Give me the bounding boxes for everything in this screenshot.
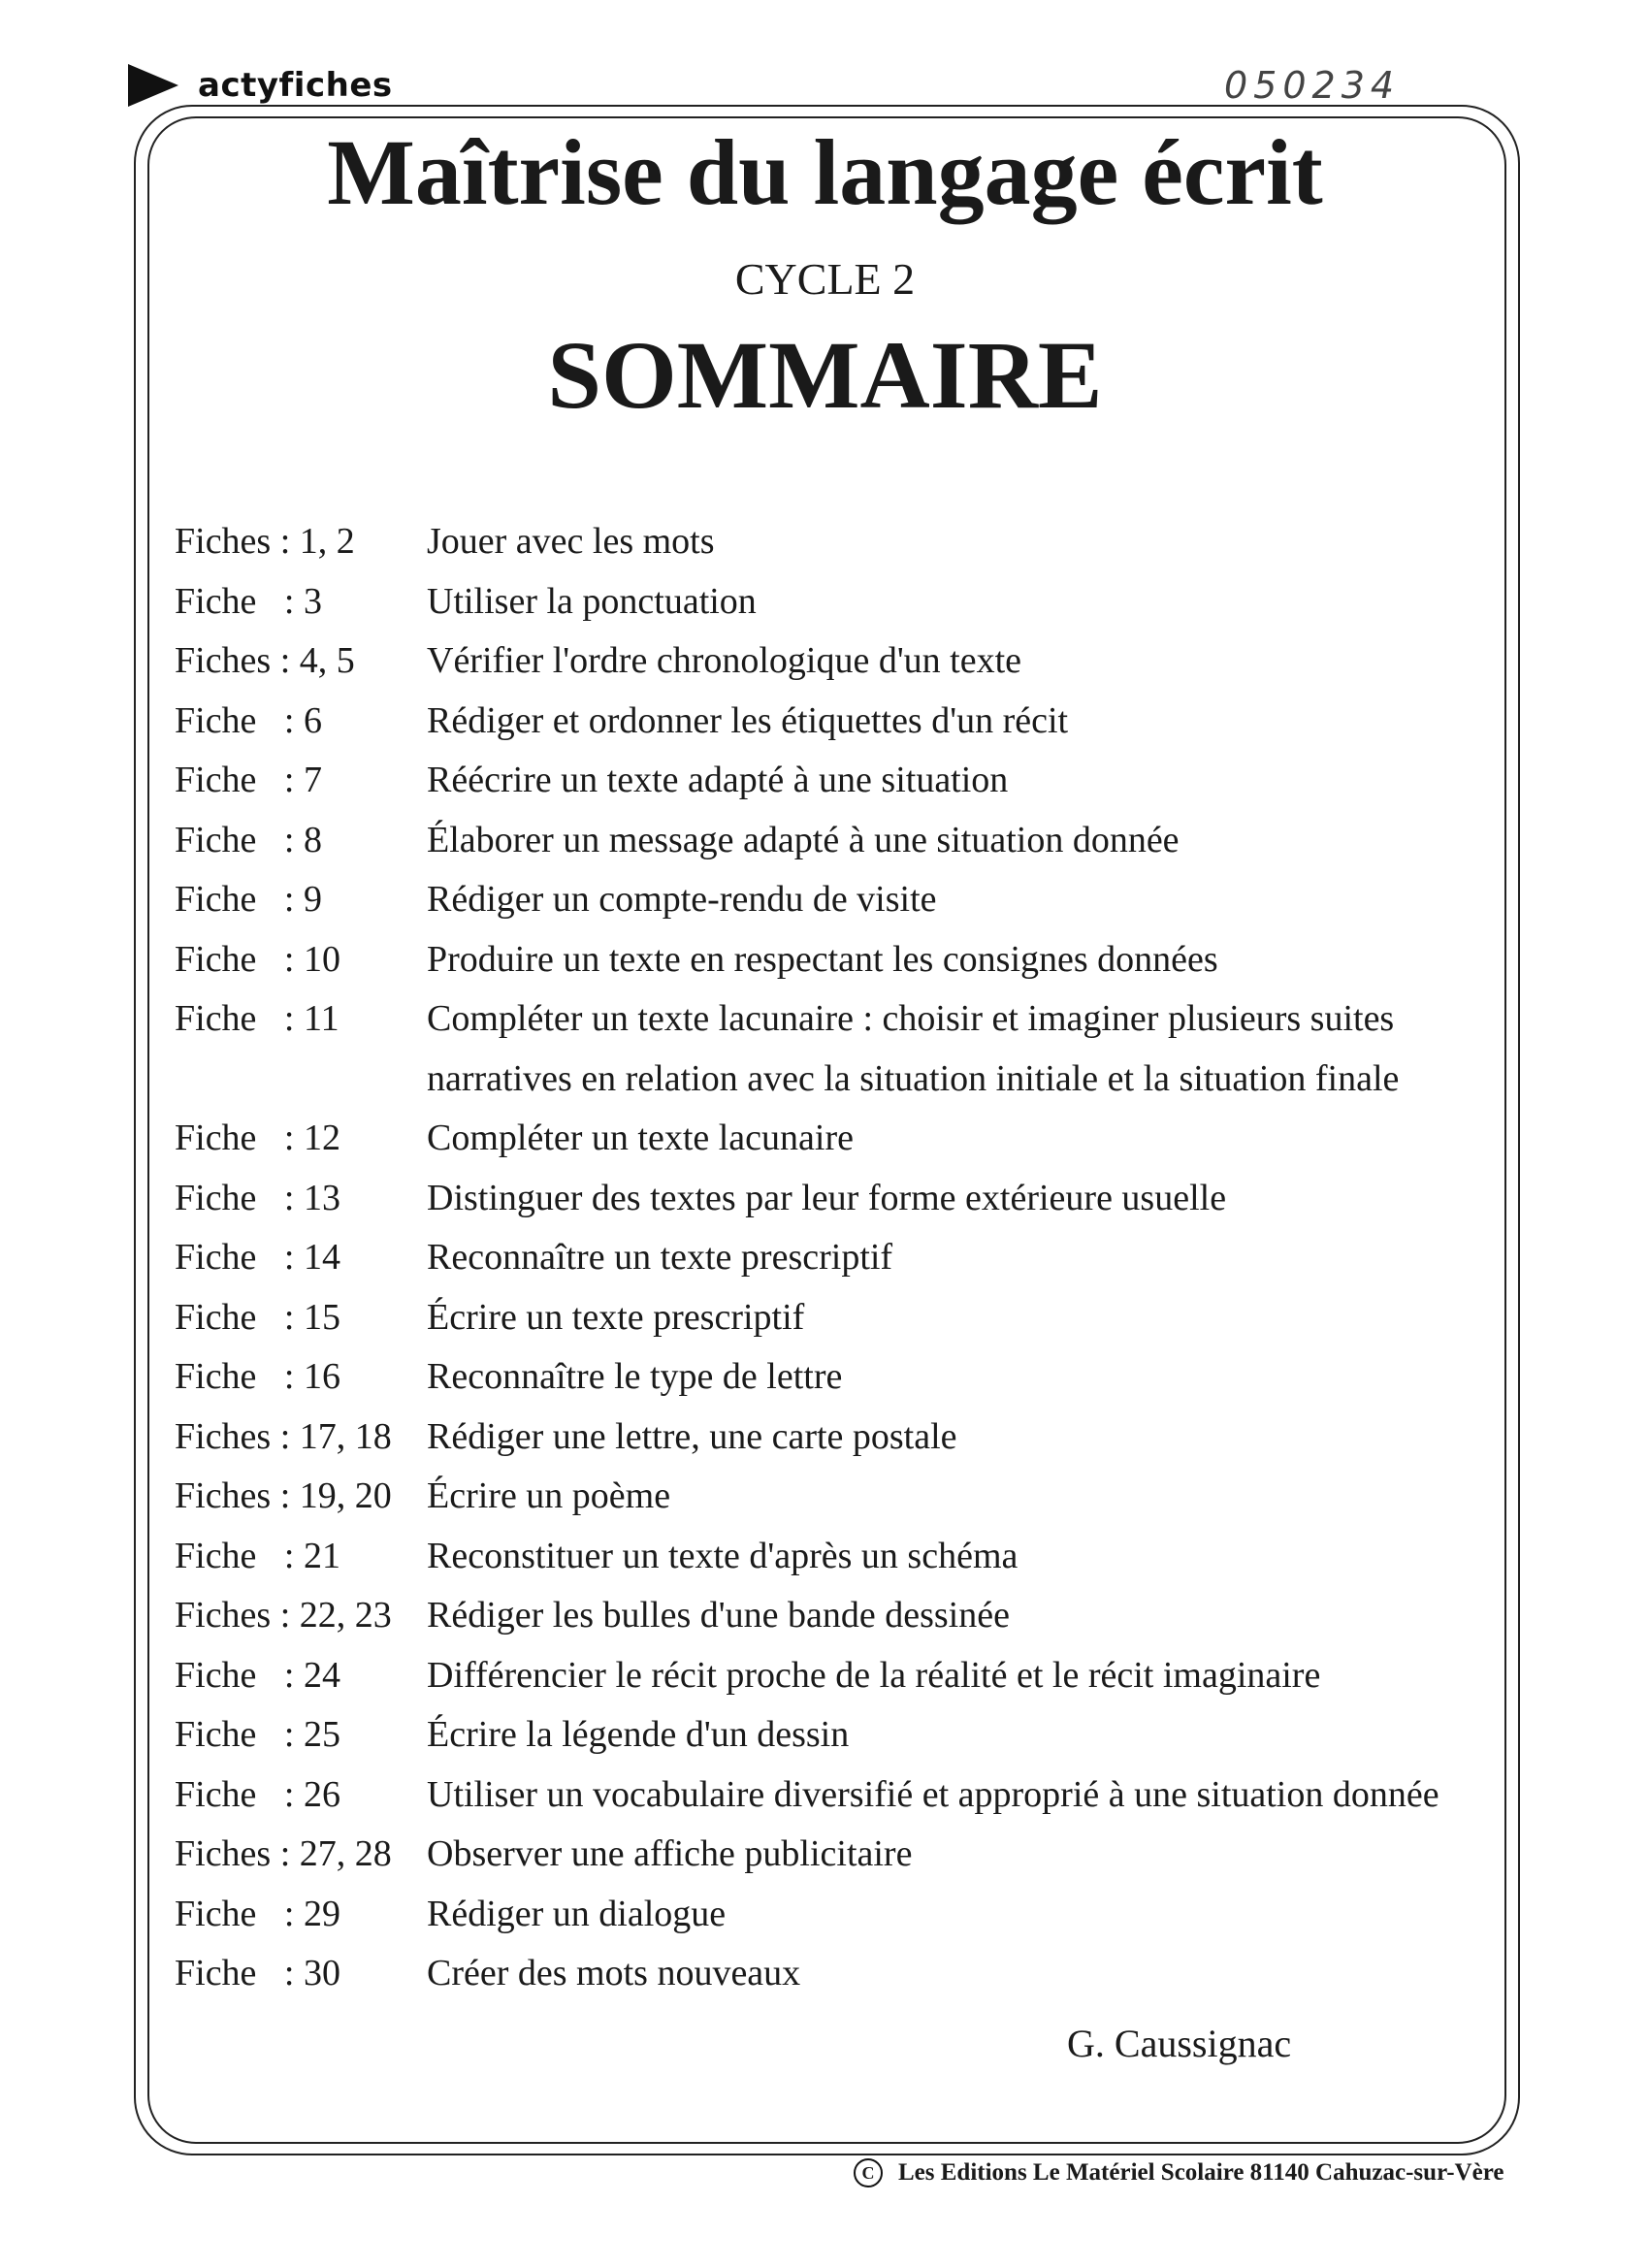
toc-description: Reconnaître un texte prescriptif bbox=[427, 1237, 893, 1278]
toc-fiche-ref: Fiche : 21 bbox=[175, 1535, 340, 1576]
toc-description: Reconnaître le type de lettre bbox=[427, 1356, 843, 1397]
toc-fiche-ref: Fiche : 14 bbox=[175, 1237, 340, 1278]
toc-fiche-ref: Fiche : 16 bbox=[175, 1356, 340, 1397]
brand-header bbox=[128, 62, 393, 109]
toc-row bbox=[175, 1705, 1513, 1766]
author-name: G. Caussignac bbox=[1067, 2022, 1292, 2065]
toc-description: Observer une affiche publicitaire bbox=[427, 1833, 913, 1874]
toc-description: Compléter un texte lacunaire bbox=[427, 1118, 854, 1158]
toc-description: Écrire la légende d'un dessin bbox=[427, 1714, 850, 1755]
toc-description: Écrire un poème bbox=[427, 1475, 671, 1516]
toc-description: Différencier le récit proche de la réalité et le récit imaginaire bbox=[427, 1654, 1321, 1696]
toc-description: Utiliser la ponctuation bbox=[427, 580, 757, 622]
toc-fiche-ref: Fiche : 24 bbox=[175, 1654, 340, 1696]
toc-fiche-ref: Fiche : 6 bbox=[175, 699, 322, 741]
toc-row bbox=[175, 1586, 1513, 1646]
toc-row bbox=[175, 989, 1513, 1050]
toc-row bbox=[175, 811, 1513, 871]
toc-fiche-ref: Fiche : 10 bbox=[175, 938, 340, 980]
toc-fiche-ref: Fiche : 30 bbox=[175, 1953, 340, 1993]
toc-fiche-ref: Fiche : 26 bbox=[175, 1773, 340, 1815]
toc-row bbox=[175, 1646, 1513, 1706]
toc-fiche-ref: Fiche : 7 bbox=[175, 760, 322, 800]
toc-row bbox=[175, 870, 1513, 930]
toc-fiche-ref: Fiche : 29 bbox=[175, 1893, 340, 1934]
toc-fiche-ref: Fiches : 17, 18 bbox=[175, 1415, 392, 1457]
toc-fiche-ref: Fiche : 13 bbox=[175, 1177, 340, 1218]
toc-description: Produire un texte en respectant les consignes données bbox=[427, 938, 1218, 980]
toc-row bbox=[175, 930, 1513, 990]
toc-row bbox=[175, 1527, 1513, 1587]
page-title: Maîtrise du langage écrit bbox=[327, 120, 1323, 224]
toc-fiche-ref: Fiches : 19, 20 bbox=[175, 1475, 392, 1516]
toc-description: Rédiger un dialogue bbox=[427, 1893, 727, 1934]
table-of-contents bbox=[175, 512, 1513, 2004]
toc-description: Rédiger et ordonner les étiquettes d'un récit bbox=[427, 699, 1069, 741]
toc-row bbox=[175, 1944, 1513, 2004]
toc-fiche-ref: Fiche : 9 bbox=[175, 879, 322, 920]
toc-row bbox=[175, 1228, 1513, 1288]
toc-row bbox=[175, 512, 1513, 572]
toc-row bbox=[175, 1408, 1513, 1468]
toc-fiche-ref: Fiches : 27, 28 bbox=[175, 1833, 392, 1874]
toc-description: Utiliser un vocabulaire diversifié et approprié à une situation donnée bbox=[427, 1773, 1439, 1815]
toc-description: Élaborer un message adapté à une situation donnée bbox=[427, 819, 1180, 860]
play-arrow-icon bbox=[128, 64, 178, 107]
toc-description: Compléter un texte lacunaire : choisir et imaginer plusieurs suites bbox=[427, 998, 1395, 1039]
toc-row bbox=[175, 692, 1513, 752]
publisher-text: Les Editions Le Matériel Scolaire 81140 Cahuzac-sur-Vère bbox=[898, 2159, 1504, 2186]
toc-fiche-ref: Fiches : 4, 5 bbox=[175, 640, 355, 681]
toc-row bbox=[175, 1169, 1513, 1229]
toc-row bbox=[175, 572, 1513, 632]
toc-fiche-ref: Fiches : 1, 2 bbox=[175, 521, 355, 562]
toc-fiche-ref: Fiches : 22, 23 bbox=[175, 1595, 392, 1636]
toc-description: Rédiger un compte-rendu de visite bbox=[427, 879, 937, 920]
cycle-label: CYCLE 2 bbox=[734, 254, 916, 304]
toc-row bbox=[175, 1825, 1513, 1885]
toc-row bbox=[175, 1766, 1513, 1826]
toc-description: Écrire un texte prescriptif bbox=[427, 1296, 805, 1338]
toc-fiche-ref: Fiche : 25 bbox=[175, 1714, 340, 1755]
toc-description: Distinguer des textes par leur forme extérieure usuelle bbox=[427, 1177, 1227, 1218]
toc-description: Rédiger les bulles d'une bande dessinée bbox=[427, 1595, 1010, 1636]
toc-row bbox=[175, 1050, 1513, 1110]
toc-description: Réécrire un texte adapté à une situation bbox=[427, 760, 1009, 800]
handwritten-reference: 050234 bbox=[1224, 64, 1401, 107]
toc-row bbox=[175, 1467, 1513, 1527]
copyright-footer bbox=[854, 2155, 1504, 2190]
toc-row bbox=[175, 1347, 1513, 1408]
toc-fiche-ref: Fiche : 3 bbox=[175, 580, 322, 622]
brand-name: actyfiches bbox=[198, 66, 393, 105]
toc-row bbox=[175, 1109, 1513, 1169]
toc-row bbox=[175, 1288, 1513, 1348]
toc-fiche-ref: Fiche : 11 bbox=[175, 998, 340, 1039]
toc-description: Vérifier l'ordre chronologique d'un texte bbox=[427, 640, 1022, 681]
toc-fiche-ref bbox=[175, 1050, 427, 1110]
toc-description: Rédiger une lettre, une carte postale bbox=[427, 1415, 957, 1457]
toc-fiche-ref: Fiche : 15 bbox=[175, 1296, 340, 1338]
sommaire-heading: SOMMAIRE bbox=[547, 321, 1103, 429]
toc-fiche-ref: Fiche : 8 bbox=[175, 819, 322, 860]
toc-row bbox=[175, 1885, 1513, 1945]
toc-description: narratives en relation avec la situation initiale et la situation finale bbox=[427, 1057, 1400, 1099]
copyright-icon: C bbox=[854, 2158, 883, 2187]
toc-description: Jouer avec les mots bbox=[427, 521, 715, 562]
toc-fiche-ref: Fiche : 12 bbox=[175, 1118, 340, 1158]
toc-description: Créer des mots nouveaux bbox=[427, 1953, 801, 1993]
toc-description: Reconstituer un texte d'après un schéma bbox=[427, 1535, 1018, 1576]
toc-row bbox=[175, 751, 1513, 811]
toc-row bbox=[175, 632, 1513, 692]
